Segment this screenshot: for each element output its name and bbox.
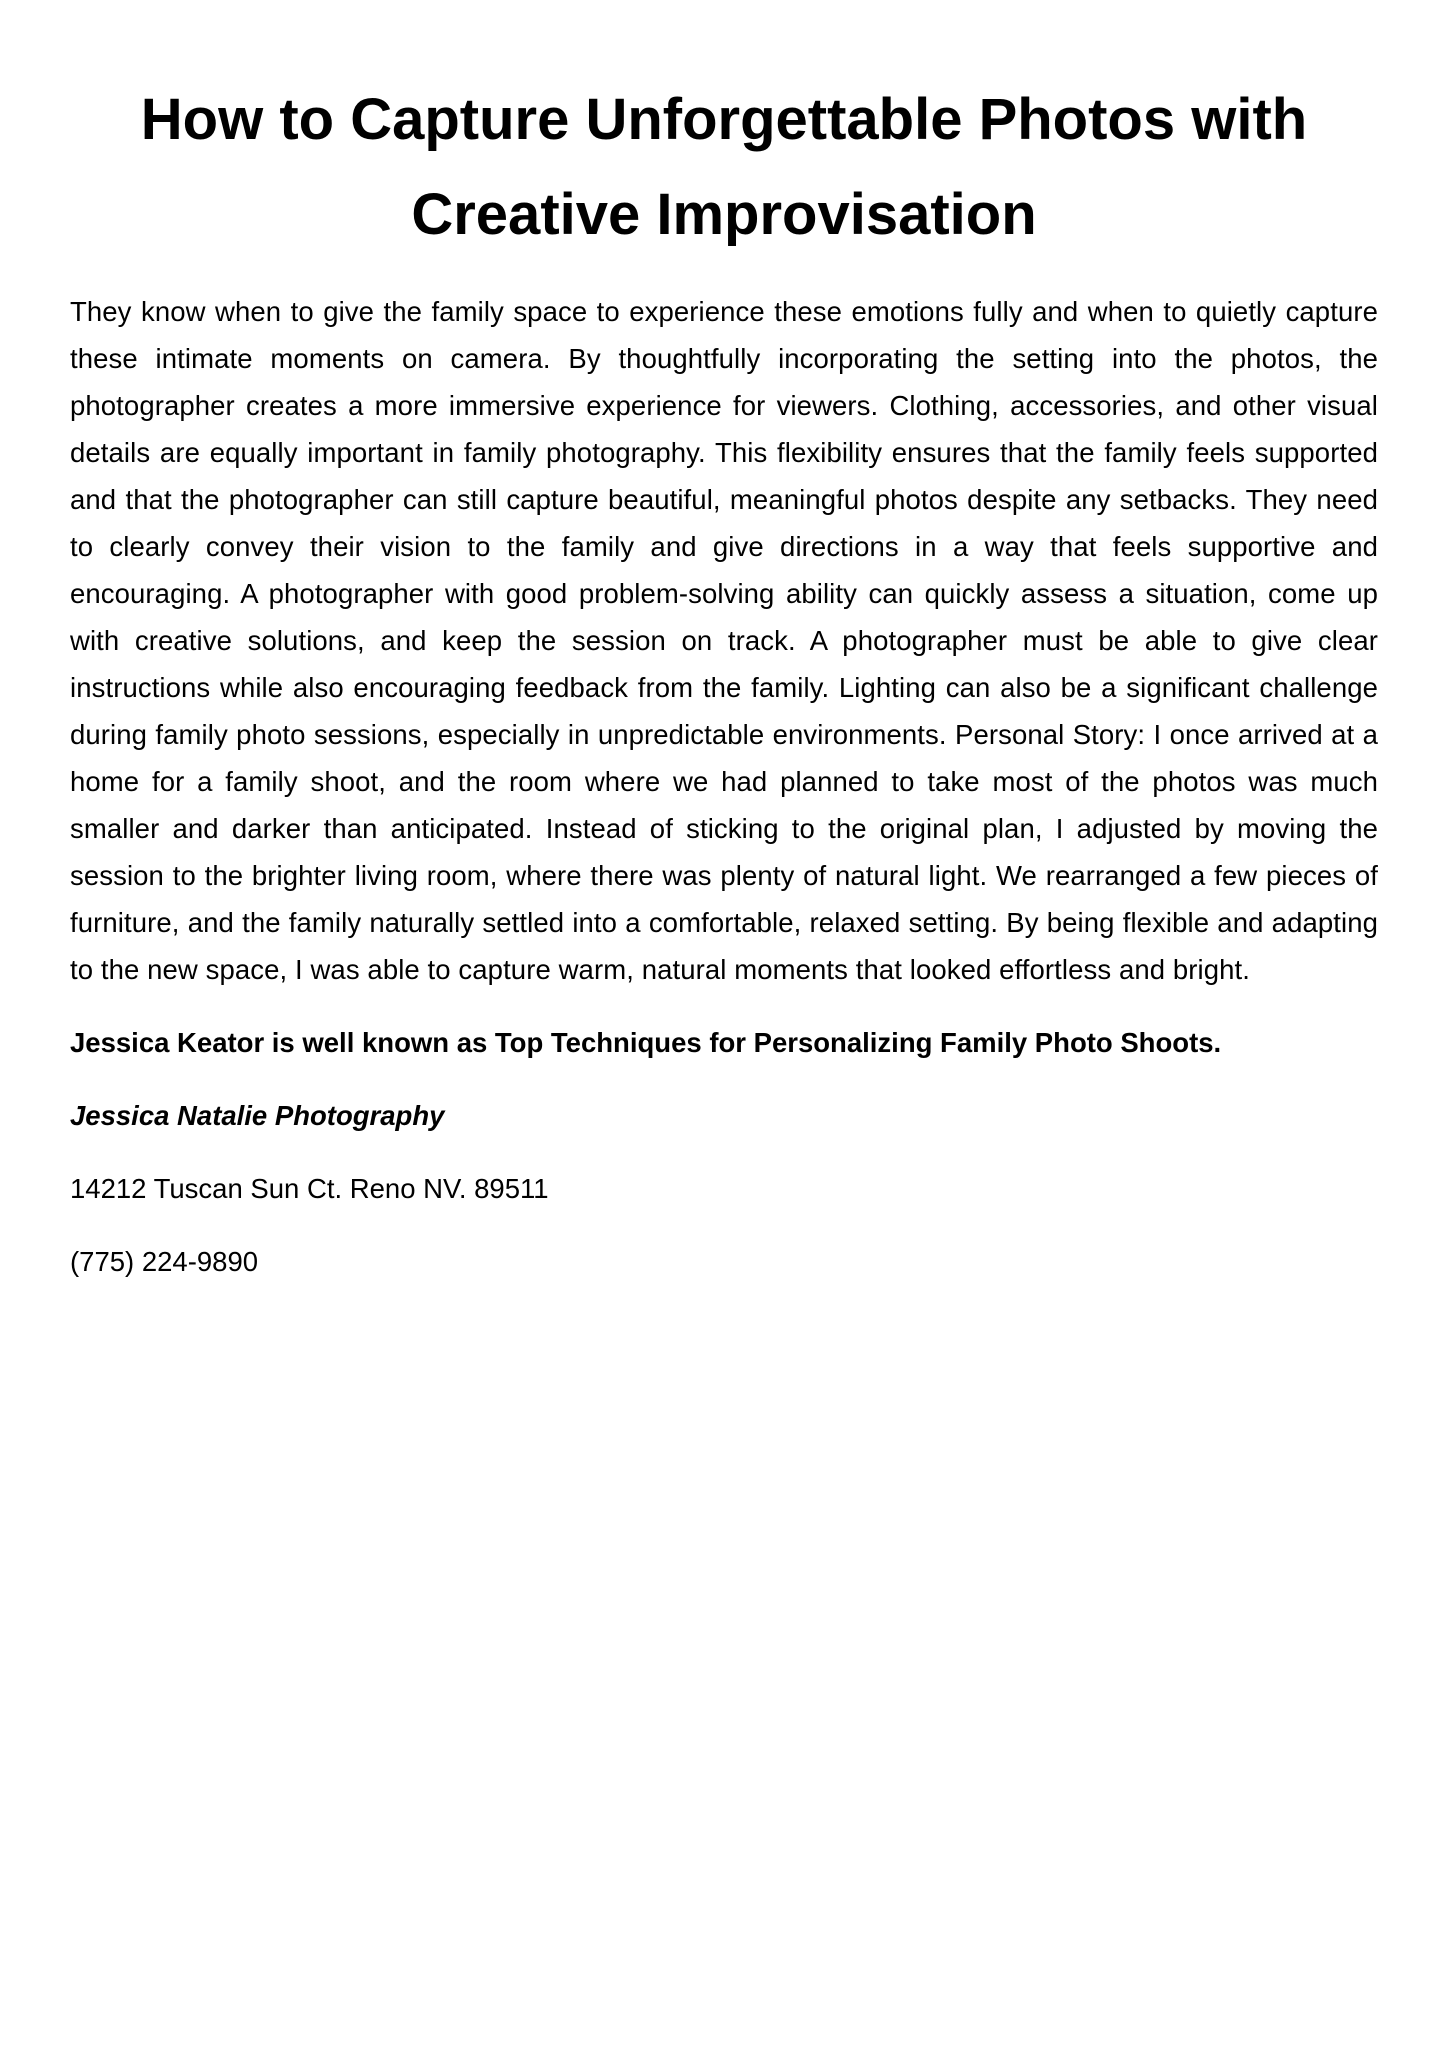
body-paragraph: They know when to give the family space to experience these emotions fully and when to quietly capture these intimate moments on camera. By thoughtfully incorporating the setting into the photos, the photographer creates a more immersive experience for viewers. Clothing, accessories, and other visual details are equally important in family photography. This flexibility ensures that the family feels supported and that the photographer can still capture beautiful, meaningful photos despite any setbacks. They need to clearly convey their vision to the family and give directions in a way that feels supportive and encouraging. A photographer with good problem-solving ability can quickly assess a situation, come up with creative solutions, and keep the session on track. A photographer must be able to give clear instructions while also encouraging feedback from the family. Lighting can also be a significant challenge during family photo sessions, especially in unpredictable environments. Personal Story: I once arrived at a home for a family shoot, and the room where we had planned to take most of the photos was much smaller and darker than anticipated. Instead of sticking to the original plan, I adjusted by moving the session to the brighter living room, where there was plenty of natural light. We rearranged a few pieces of furniture, and the family naturally settled into a comfortable, relaxed setting. By being flexible and adapting to the new space, I was able to capture warm, natural moments that looked effortless and bright. — [70, 296, 1378, 985]
tagline: Jessica Keator is well known as Top Techniques for Personalizing Family Photo Shoots. — [70, 1027, 1222, 1058]
business-phone: (775) 224-9890 — [70, 1246, 259, 1277]
business-address: 14212 Tuscan Sun Ct. Reno NV. 89511 — [70, 1173, 549, 1204]
page-title: How to Capture Unforgettable Photos with Creative Improvisation — [140, 87, 1308, 247]
document-page — [70, 72, 1378, 1285]
business-name: Jessica Natalie Photography — [70, 1100, 445, 1131]
